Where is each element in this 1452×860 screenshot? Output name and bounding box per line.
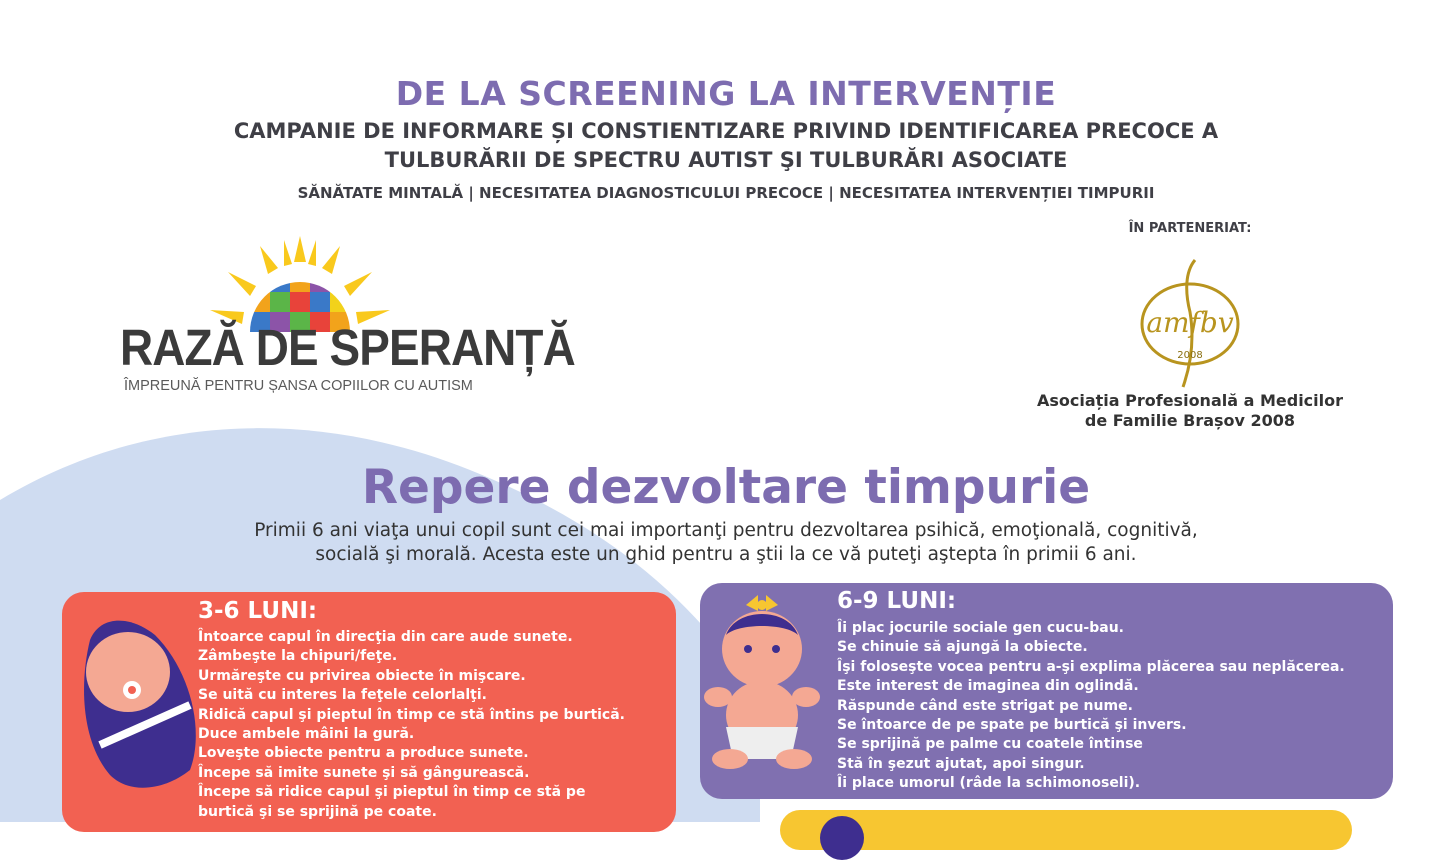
sitting-baby-icon [696, 587, 828, 777]
list-item: Urmăreşte cu privirea obiecte în mişcare. [198, 667, 526, 684]
svg-text:amfbv: amfbv [1146, 306, 1234, 339]
raza-logo-wordmark: RAZĂ DE SPERANȚĂ [120, 319, 575, 376]
list-item: burtică şi se sprijină pe coate. [198, 803, 437, 820]
raza-logo-tagline: ÎMPREUNĂ PENTRU ȘANSA COPIILOR CU AUTISM [124, 378, 473, 394]
milestone-list [198, 628, 625, 822]
amfbv-emblem-icon [1135, 252, 1245, 392]
section-title: Repere dezvoltare timpurie [361, 460, 1091, 515]
list-item: Loveşte obiecte pentru a produce sunete. [198, 745, 529, 762]
partner-name [1000, 391, 1380, 431]
partner-name-line2: de Familie Brașov 2008 [1084, 411, 1296, 430]
section-intro [150, 519, 1302, 567]
list-item: Este interest de imaginea din oglindă. [837, 678, 1139, 695]
list-item: Zâmbeşte la chipuri/feţe. [198, 648, 398, 665]
partner-name-line1: Asociația Profesională a Medicilor [1036, 391, 1344, 410]
list-item: Se uită cu interes la feţele celorlalţi. [198, 687, 487, 704]
list-item: Îi place umorul (râde la schimonoseli). [837, 775, 1141, 792]
list-item: Răspunde când este strigat pe nume. [837, 697, 1133, 714]
page-title: DE LA SCREENING LA INTERVENȚIE [395, 74, 1057, 113]
card-title: 3-6 LUNI: [198, 598, 318, 624]
list-item: Duce ambele mâini la gură. [198, 726, 415, 743]
partnership-label: ÎN PARTENERIAT: [1128, 221, 1252, 236]
svg-text:2008: 2008 [1177, 350, 1203, 361]
list-item: Îi plac jocurile sociale gen cucu-bau. [837, 620, 1124, 636]
campaign-tagline: SĂNĂTATE MINTALĂ | NECESITATEA DIAGNOSTICULUI PRECOCE | NECESITATEA INTERVENȚIEI TIMPURII [297, 184, 1155, 202]
list-item: Ridică capul şi pieptul în timp ce stă întins pe burtică. [198, 706, 625, 723]
list-item: Îşi foloseşte vocea pentru a-şi explima plăcerea sau neplăcerea. [837, 658, 1345, 675]
milestone-card-3-6-months [62, 592, 676, 832]
list-item: Începe să imite sunete şi să gângurească. [198, 764, 530, 781]
list-item: Se întoarce de pe spate pe burtică şi invers. [837, 717, 1187, 734]
card-title: 6-9 LUNI: [837, 588, 957, 614]
list-item: Se sprijină pe palme cu coatele întinse [837, 736, 1143, 753]
swaddled-baby-icon [70, 610, 200, 800]
list-item: Începe să ridice capul şi pieptul în timp ce stă pe [198, 784, 586, 801]
section-intro-line2: socială şi morală. Acesta este un ghid pentru a ştii la ce vă puteţi aştepta în primii 6 ani. [315, 544, 1137, 565]
section-intro-line1: Primii 6 ani viaţa unui copil sunt cei mai importanţi pentru dezvoltarea psihică, emoţională, cognitivă, [254, 520, 1198, 541]
milestone-card-next-partial [780, 810, 1352, 850]
list-item: Se chinuie să ajungă la obiecte. [837, 639, 1088, 656]
baby-head-icon [820, 816, 864, 860]
list-item: Întoarce capul în direcţia din care aude sunete. [198, 629, 573, 645]
campaign-subtitle-line1: CAMPANIE DE INFORMARE ȘI CONSTIENTIZARE PRIVIND IDENTIFICAREA PRECOCE A [233, 119, 1219, 143]
milestone-card-6-9-months [700, 583, 1393, 799]
milestone-list [837, 619, 1345, 794]
campaign-subtitle-line2: TULBURĂRII DE SPECTRU AUTIST ŞI TULBURĂRI ASOCIATE [384, 148, 1068, 172]
list-item: Stă în şezut ajutat, apoi singur. [837, 755, 1085, 772]
